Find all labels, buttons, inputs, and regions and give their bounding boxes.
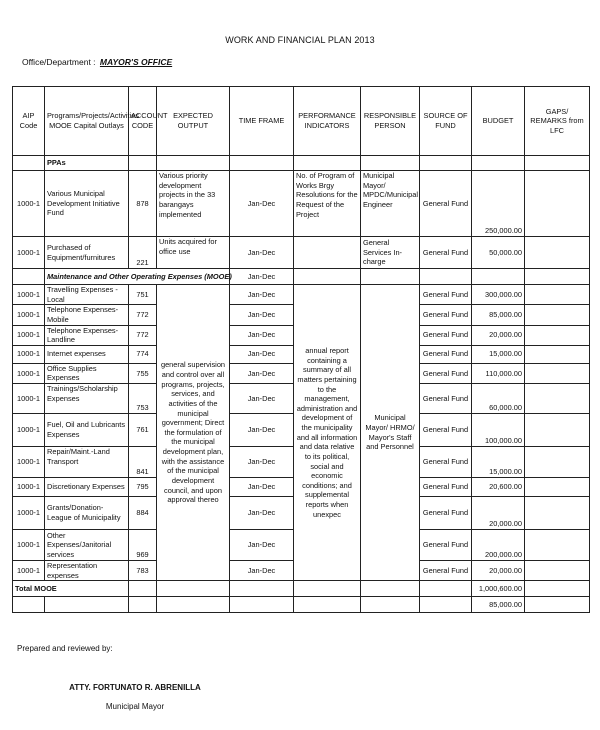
cell-budget: 20,000.00 (472, 497, 525, 530)
cell-program: Office Supplies Expenses (45, 363, 129, 383)
header-time-frame: TIME FRAME (230, 87, 294, 156)
header-expected-output: EXPECTED OUTPUT (157, 87, 230, 156)
cell-fund: General Fund (420, 530, 472, 561)
cell-time: Jan-Dec (230, 305, 294, 325)
cell-aip: 1000-1 (13, 530, 45, 561)
cell-time: Jan-Dec (230, 325, 294, 345)
office-line (22, 57, 172, 67)
cell-time: Jan-Dec (230, 478, 294, 497)
cell-account: 783 (129, 561, 157, 581)
cell-account: 221 (129, 237, 157, 269)
cell-program: Other Expenses/Janitorial services (45, 530, 129, 561)
header-source-of-fund: SOURCE OF FUND (420, 87, 472, 156)
cell-budget: 60,000.00 (472, 384, 525, 414)
cell-program: Internet expenses (45, 345, 129, 363)
header-gaps: GAPS/ REMARKS from LFC (525, 87, 590, 156)
cell-aip: 1000-1 (13, 325, 45, 345)
cell-fund: General Fund (420, 478, 472, 497)
section-label-ppas: PPAs (45, 156, 129, 171)
header-row (13, 87, 590, 156)
cell-program: Representation expenses (45, 561, 129, 581)
prepared-by-label: Prepared and reviewed by: (17, 644, 113, 653)
cell-budget: 20,600.00 (472, 478, 525, 497)
cell-program: Purchased of Equipment/furnitures (45, 237, 129, 269)
office-label: Office/Department : (22, 57, 96, 67)
signatory-title: Municipal Mayor (105, 702, 165, 711)
cell-account: 772 (129, 325, 157, 345)
cell-responsible: Municipal Mayor/ MPDC/Municipal Engineer (361, 171, 420, 237)
cell-program: Discretionary Expenses (45, 478, 129, 497)
cell-fund: General Fund (420, 447, 472, 478)
cell-aip: 1000-1 (13, 363, 45, 383)
cell-budget: 200,000.00 (472, 530, 525, 561)
cell-budget: 250,000.00 (472, 171, 525, 237)
signatory-name: ATTY. FORTUNATO R. ABRENILLA (69, 683, 201, 692)
cell-fund: General Fund (420, 285, 472, 305)
extra-row (13, 597, 590, 613)
cell-aip: 1000-1 (13, 414, 45, 447)
cell-budget: 20,000.00 (472, 325, 525, 345)
total-row (13, 581, 590, 597)
cell-budget: 50,000.00 (472, 237, 525, 269)
cell-account: 772 (129, 305, 157, 325)
cell-aip: 1000-1 (13, 447, 45, 478)
cell-fund: General Fund (420, 237, 472, 269)
header-budget: BUDGET (472, 87, 525, 156)
document-title: WORK AND FINANCIAL PLAN 2013 (225, 35, 375, 45)
cell-mooe-indicator: annual report containing a summary of all matters pertaining to the management, administration and development of the municipality and all information and data relative to its political, social and economic conditions; and supplemental reports when unexpec (294, 285, 361, 581)
cell-program: Grants/Donation-League of Municipality (45, 497, 129, 530)
table-row (13, 285, 590, 305)
cell-aip: 1000-1 (13, 171, 45, 237)
cell-time: Jan-Dec (230, 269, 294, 285)
extra-value: 85,000.00 (472, 597, 525, 613)
cell-budget: 110,000.00 (472, 363, 525, 383)
cell-budget: 100,000.00 (472, 414, 525, 447)
cell-aip: 1000-1 (13, 497, 45, 530)
cell-fund: General Fund (420, 325, 472, 345)
total-value: 1,000,600.00 (472, 581, 525, 597)
cell-program: Repair/Maint.-Land Transport (45, 447, 129, 478)
cell-mooe-responsible: Municipal Mayor/ HRMO/ Mayor's Staff and Personnel (361, 285, 420, 581)
work-financial-plan-table (12, 86, 590, 613)
cell-time: Jan-Dec (230, 237, 294, 269)
cell-aip: 1000-1 (13, 561, 45, 581)
cell-time: Jan-Dec (230, 414, 294, 447)
cell-program: Telephone Expenses-Mobile (45, 305, 129, 325)
cell-aip: 1000-1 (13, 237, 45, 269)
cell-fund: General Fund (420, 497, 472, 530)
cell-program: Fuel, Oil and Lubricants Expenses (45, 414, 129, 447)
cell-time: Jan-Dec (230, 530, 294, 561)
cell-time: Jan-Dec (230, 345, 294, 363)
cell-indicator: No. of Program of Works Brgy Resolutions for the Request of the Project (294, 171, 361, 237)
cell-time: Jan-Dec (230, 384, 294, 414)
cell-time: Jan-Dec (230, 171, 294, 237)
cell-account: 761 (129, 414, 157, 447)
cell-time: Jan-Dec (230, 497, 294, 530)
cell-account: 751 (129, 285, 157, 305)
cell-budget: 300,000.00 (472, 285, 525, 305)
cell-program: Telephone Expenses-Landline (45, 325, 129, 345)
header-programs: Programs/Projects/Activities MOOE Capital Outlays (45, 87, 129, 156)
cell-aip: 1000-1 (13, 305, 45, 325)
cell-responsible: General Services In-charge (361, 237, 420, 269)
cell-account: 795 (129, 478, 157, 497)
section-label-mooe: Maintenance and Other Operating Expenses (MOOE) (45, 269, 230, 285)
cell-budget: 20,000.00 (472, 561, 525, 581)
table-row (13, 237, 590, 269)
total-label: Total MOOE (13, 581, 129, 597)
cell-time: Jan-Dec (230, 447, 294, 478)
office-value: MAYOR'S OFFICE (99, 57, 173, 67)
cell-fund: General Fund (420, 171, 472, 237)
table-row (13, 171, 590, 237)
cell-indicator (294, 237, 361, 269)
cell-fund: General Fund (420, 345, 472, 363)
cell-account: 753 (129, 384, 157, 414)
header-aip: AIP Code (13, 87, 45, 156)
cell-budget: 15,000.00 (472, 345, 525, 363)
cell-account: 969 (129, 530, 157, 561)
cell-budget: 85,000.00 (472, 305, 525, 325)
cell-budget: 15,000.00 (472, 447, 525, 478)
cell-time: Jan-Dec (230, 285, 294, 305)
cell-mooe-output: general supervision and control over all programs, projects, services, and activities of the municipal government; Direct the formulation of the municipal development plan, with the assistance of the municipal development council, and upon approval thereo (157, 285, 230, 581)
cell-fund: General Fund (420, 561, 472, 581)
cell-aip: 1000-1 (13, 345, 45, 363)
cell-aip: 1000-1 (13, 285, 45, 305)
cell-account: 774 (129, 345, 157, 363)
cell-fund: General Fund (420, 384, 472, 414)
cell-account: 841 (129, 447, 157, 478)
cell-time: Jan-Dec (230, 363, 294, 383)
cell-account: 755 (129, 363, 157, 383)
cell-aip: 1000-1 (13, 478, 45, 497)
cell-fund: General Fund (420, 305, 472, 325)
cell-output: Various priority development projects in the 33 barangays implemented (157, 171, 230, 237)
cell-fund: General Fund (420, 414, 472, 447)
cell-account: 884 (129, 497, 157, 530)
cell-fund: General Fund (420, 363, 472, 383)
section-row-mooe (13, 269, 590, 285)
cell-output: Units acquired for office use (157, 237, 230, 269)
header-responsible: RESPONSIBLE PERSON (361, 87, 420, 156)
cell-program: Trainings/Scholarship Expenses (45, 384, 129, 414)
cell-time: Jan-Dec (230, 561, 294, 581)
cell-account: 878 (129, 171, 157, 237)
cell-program: Travelling Expenses - Local (45, 285, 129, 305)
section-row-ppas (13, 156, 590, 171)
cell-program: Various Municipal Development Initiative Fund (45, 171, 129, 237)
header-performance-indicators: PERFORMANCE INDICATORS (294, 87, 361, 156)
header-account: ACCOUNT CODE (129, 87, 157, 156)
cell-aip: 1000-1 (13, 384, 45, 414)
